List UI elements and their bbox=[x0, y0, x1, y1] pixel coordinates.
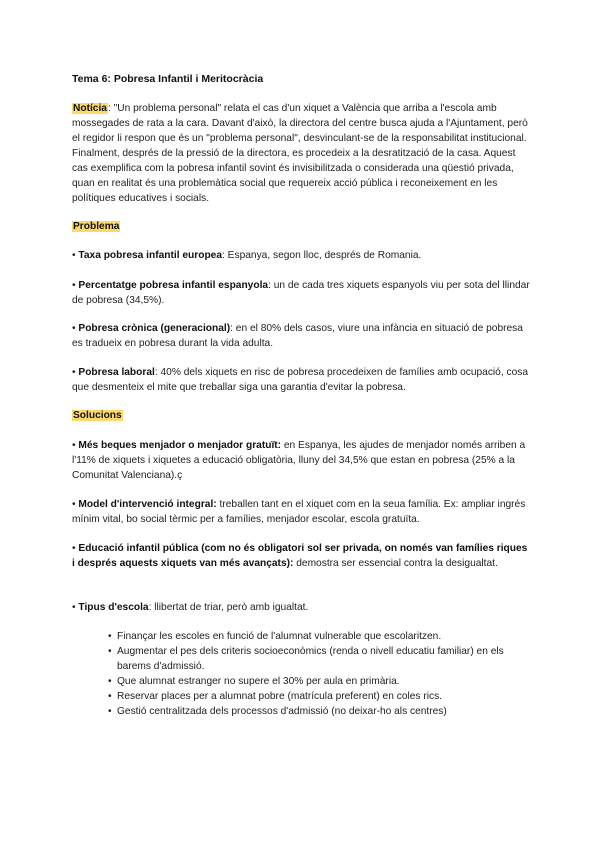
noticia-label: Notícia bbox=[73, 103, 107, 114]
bullet-marker: • bbox=[72, 440, 79, 451]
bullet-marker: • bbox=[72, 280, 79, 291]
problema-item bbox=[72, 321, 532, 351]
bullet-marker: • bbox=[72, 367, 79, 378]
noticia-text: : "Un problema personal" relata el cas d'un xiquet a València que arriba a l'escola amb mossegades de rata a la cara. Davant d'això, la directora del centre busca ajuda a l'Ajuntament, però el regidor li respon que és un "problema personal", desvinculant-se de la responsabilitat institucional. Finalment, després de la pressió de la directora, es procedeix a la desratització de la casa. Aquest cas exemplifica com la pobresa infantil sovint és invisibilitzada o considerada una qüestió privada, quan en realitat és una problemàtica social que requereix acció pública i reconeixement en les polítiques educatives i socials. bbox=[72, 103, 528, 204]
list-item: • Augmentar el pes dels criteris socioeconòmics (renda o nivell educatiu familiar) en els barems d'admissió. bbox=[108, 644, 534, 674]
problema-item-term: Pobresa crònica (generacional) bbox=[78, 323, 231, 334]
problema-heading bbox=[72, 219, 532, 234]
problema-item-text: : un de cada tres xiquets espanyols viu per sota del llindar de pobresa (34,5%). bbox=[72, 280, 530, 306]
solucions-item bbox=[72, 600, 532, 615]
solucions-item bbox=[72, 438, 532, 483]
problema-heading-label: Problema bbox=[73, 221, 120, 232]
problema-item-term: Pobresa laboral bbox=[78, 367, 155, 378]
solucions-item-term: Model d'intervenció integral: bbox=[78, 499, 217, 510]
problema-item-text: : Espanya, segon lloc, després de Romania. bbox=[222, 250, 422, 261]
solucions-item bbox=[72, 541, 532, 571]
solucions-item-text: : llibertat de triar, però amb igualtat. bbox=[148, 602, 309, 613]
solucions-item-term: Més beques menjador o menjador gratuït: bbox=[78, 440, 282, 451]
problema-item-term: Percentatge pobresa infantil espanyola bbox=[78, 280, 269, 291]
list-item: • Gestió centralitzada dels processos d'admissió (no deixar-ho als centres) bbox=[108, 704, 534, 719]
bullet-marker: • bbox=[72, 543, 79, 554]
solucions-item bbox=[72, 497, 532, 527]
problema-item bbox=[72, 278, 532, 308]
document-title: Tema 6: Pobresa Infantil i Meritocràcia bbox=[72, 73, 264, 85]
solucions-heading bbox=[72, 408, 532, 423]
solucions-item-text: demostra ser essencial contra la desigualtat. bbox=[293, 558, 498, 569]
problema-item-text: : 40% dels xiquets en risc de pobresa procedeixen de famílies amb ocupació, cosa que desmenteix el mite que treballar siga una garantia d'evitar la pobresa. bbox=[72, 367, 529, 393]
solucions-heading-label: Solucions bbox=[73, 410, 122, 421]
noticia-paragraph bbox=[72, 101, 532, 206]
tipus-escola-sublist bbox=[108, 629, 534, 719]
bullet-marker: • bbox=[72, 323, 79, 334]
list-item: • Reservar places per a alumnat pobre (matrícula preferent) en coles rics. bbox=[108, 689, 534, 704]
problema-item-text: : en el 80% dels casos, viure una infància en situació de pobresa es tradueix en pobresa durant la vida adulta. bbox=[72, 323, 523, 349]
solucions-item-text: en Espanya, les ajudes de menjador només arriben a l'11% de xiquets i xiquetes a educació obligatòria, lluny del 34,5% que estan en pobresa (25% a la Comunitat Valenciana).ç bbox=[72, 440, 526, 481]
problema-item bbox=[72, 248, 532, 263]
solucions-item-text: treballen tant en el xiquet com en la seua família. Ex: ampliar ingrés mínim vital, bo social tèrmic per a famílies, menjador escolar, escola gratuïta. bbox=[72, 499, 526, 525]
solucions-item-term: Educació infantil pública (com no és obligatori sol ser privada, on només van famílies riques i després aquests xiquets van més avançats): bbox=[72, 543, 528, 569]
problema-item-term: Taxa pobresa infantil europea bbox=[78, 250, 223, 261]
list-item: • Que alumnat estranger no supere el 30% per aula en primària. bbox=[108, 674, 534, 689]
bullet-marker: • bbox=[72, 250, 79, 261]
problema-item bbox=[72, 365, 532, 395]
solucions-item-term: Tipus d'escola bbox=[78, 602, 149, 613]
bullet-marker: • bbox=[72, 499, 79, 510]
list-item: • Finançar les escoles en funció de l'alumnat vulnerable que escolaritzen. bbox=[108, 629, 534, 644]
bullet-marker: • bbox=[72, 602, 79, 613]
